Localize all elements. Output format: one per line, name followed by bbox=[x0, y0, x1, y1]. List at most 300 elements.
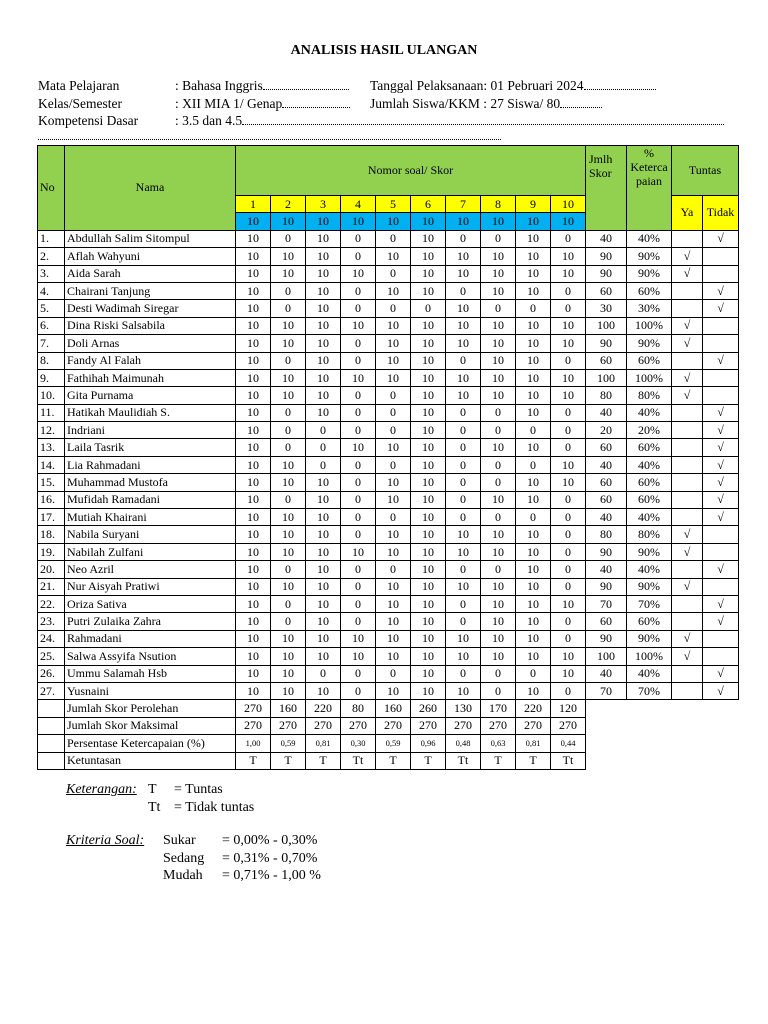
student-no: 26. bbox=[38, 665, 65, 682]
score-cell: 10 bbox=[306, 526, 341, 543]
score-cell: 10 bbox=[341, 439, 376, 456]
score-cell: 10 bbox=[481, 613, 516, 630]
summary-value: 260 bbox=[411, 700, 446, 717]
percent-score: 90% bbox=[627, 248, 672, 265]
score-cell: 10 bbox=[271, 335, 306, 352]
soal-max-score: 10 bbox=[271, 213, 306, 230]
score-cell: 10 bbox=[376, 595, 411, 612]
score-cell: 10 bbox=[236, 248, 271, 265]
score-cell: 0 bbox=[481, 682, 516, 699]
student-no: 3. bbox=[38, 265, 65, 282]
total-score: 40 bbox=[586, 561, 627, 578]
student-row bbox=[38, 456, 739, 473]
score-cell: 10 bbox=[236, 439, 271, 456]
total-score: 90 bbox=[586, 578, 627, 595]
score-cell: 10 bbox=[306, 248, 341, 265]
total-score: 90 bbox=[586, 543, 627, 560]
score-cell: 0 bbox=[481, 300, 516, 317]
score-cell: 0 bbox=[341, 595, 376, 612]
score-cell: 10 bbox=[516, 387, 551, 404]
student-name: Mutiah Khairani bbox=[65, 509, 236, 526]
score-cell: 10 bbox=[481, 439, 516, 456]
score-cell: 0 bbox=[446, 404, 481, 421]
score-cell: 10 bbox=[376, 543, 411, 560]
student-name: Oriza Sativa bbox=[65, 595, 236, 612]
score-cell: 10 bbox=[516, 265, 551, 282]
tuntas-tidak-check bbox=[703, 369, 739, 386]
score-cell: 0 bbox=[446, 352, 481, 369]
legend-tt-desc: = Tidak tuntas bbox=[174, 799, 255, 815]
summary-blank bbox=[38, 700, 65, 717]
tuntas-ya-check: √ bbox=[672, 317, 703, 334]
score-cell: 10 bbox=[236, 335, 271, 352]
summary-label: Jumlah Skor Maksimal bbox=[65, 717, 236, 734]
percent-score: 20% bbox=[627, 422, 672, 439]
score-cell: 10 bbox=[236, 300, 271, 317]
score-cell: 10 bbox=[236, 265, 271, 282]
total-score: 40 bbox=[586, 456, 627, 473]
tuntas-ya-check bbox=[672, 439, 703, 456]
kd-value: : 3.5 dan 4.5 bbox=[175, 112, 724, 130]
tuntas-ya-check bbox=[672, 404, 703, 421]
score-cell: 0 bbox=[306, 456, 341, 473]
score-cell: 10 bbox=[341, 369, 376, 386]
score-cell: 0 bbox=[341, 456, 376, 473]
jumlah-value: Jumlah Siswa/KKM : 27 Siswa/ 80 bbox=[370, 95, 602, 113]
summary-value: 0,48 bbox=[446, 735, 481, 752]
student-row bbox=[38, 387, 739, 404]
score-cell: 10 bbox=[446, 648, 481, 665]
score-cell: 10 bbox=[271, 317, 306, 334]
tuntas-ya-check bbox=[672, 474, 703, 491]
score-cell: 10 bbox=[411, 230, 446, 247]
tuntas-tidak-check bbox=[703, 335, 739, 352]
score-cell: 0 bbox=[376, 265, 411, 282]
kriteria-name: Sedang bbox=[163, 850, 205, 866]
kriteria-label: Kriteria Soal: bbox=[66, 833, 145, 848]
tuntas-tidak-check bbox=[703, 526, 739, 543]
score-cell: 0 bbox=[481, 404, 516, 421]
score-cell: 10 bbox=[271, 682, 306, 699]
summary-value: Tt bbox=[446, 752, 481, 769]
score-cell: 10 bbox=[376, 491, 411, 508]
tuntas-tidak-check: √ bbox=[703, 561, 739, 578]
score-cell: 10 bbox=[516, 682, 551, 699]
student-name: Neo Azril bbox=[65, 561, 236, 578]
score-cell: 0 bbox=[341, 352, 376, 369]
score-cell: 0 bbox=[446, 474, 481, 491]
tuntas-tidak-check: √ bbox=[703, 474, 739, 491]
total-score: 40 bbox=[586, 665, 627, 682]
score-cell: 10 bbox=[516, 613, 551, 630]
soal-max-score: 10 bbox=[306, 213, 341, 230]
student-no: 19. bbox=[38, 543, 65, 560]
summary-label: Jumlah Skor Perolehan bbox=[65, 700, 236, 717]
student-no: 2. bbox=[38, 248, 65, 265]
score-cell: 10 bbox=[376, 369, 411, 386]
soal-max-score: 10 bbox=[516, 213, 551, 230]
score-cell: 10 bbox=[271, 387, 306, 404]
soal-number: 4 bbox=[341, 196, 376, 213]
score-cell: 10 bbox=[411, 317, 446, 334]
score-cell: 10 bbox=[271, 526, 306, 543]
score-cell: 10 bbox=[516, 561, 551, 578]
score-cell: 0 bbox=[341, 230, 376, 247]
percent-score: 90% bbox=[627, 543, 672, 560]
score-cell: 0 bbox=[341, 248, 376, 265]
tuntas-ya-check bbox=[672, 422, 703, 439]
score-cell: 10 bbox=[516, 439, 551, 456]
score-cell: 10 bbox=[271, 578, 306, 595]
student-name: Aflah Wahyuni bbox=[65, 248, 236, 265]
student-row bbox=[38, 248, 739, 265]
student-no: 15. bbox=[38, 474, 65, 491]
score-cell: 10 bbox=[551, 369, 586, 386]
score-cell: 10 bbox=[516, 282, 551, 299]
student-no: 23. bbox=[38, 613, 65, 630]
score-cell: 10 bbox=[271, 248, 306, 265]
student-row bbox=[38, 335, 739, 352]
soal-number: 10 bbox=[551, 196, 586, 213]
percent-score: 100% bbox=[627, 317, 672, 334]
score-cell: 10 bbox=[411, 369, 446, 386]
score-cell: 10 bbox=[236, 230, 271, 247]
percent-score: 80% bbox=[627, 387, 672, 404]
score-cell: 10 bbox=[411, 491, 446, 508]
summary-empty bbox=[586, 700, 739, 717]
score-cell: 10 bbox=[516, 248, 551, 265]
score-cell: 0 bbox=[271, 491, 306, 508]
soal-max-score: 10 bbox=[481, 213, 516, 230]
tuntas-tidak-check bbox=[703, 630, 739, 647]
score-cell: 10 bbox=[551, 317, 586, 334]
student-no: 13. bbox=[38, 439, 65, 456]
score-cell: 10 bbox=[446, 369, 481, 386]
score-cell: 0 bbox=[271, 404, 306, 421]
score-cell: 10 bbox=[481, 282, 516, 299]
student-row bbox=[38, 422, 739, 439]
score-cell: 10 bbox=[446, 578, 481, 595]
score-cell: 10 bbox=[481, 317, 516, 334]
student-name: Chairani Tanjung bbox=[65, 282, 236, 299]
score-cell: 10 bbox=[481, 648, 516, 665]
kriteria-name: Sukar bbox=[163, 833, 196, 848]
score-cell: 10 bbox=[271, 474, 306, 491]
summary-label: Persentase Ketercapaian (%) bbox=[65, 735, 236, 752]
score-cell: 10 bbox=[236, 630, 271, 647]
score-cell: 10 bbox=[236, 369, 271, 386]
score-cell: 10 bbox=[516, 491, 551, 508]
tuntas-ya-check bbox=[672, 682, 703, 699]
score-cell: 10 bbox=[481, 543, 516, 560]
score-cell: 10 bbox=[411, 509, 446, 526]
score-cell: 10 bbox=[481, 526, 516, 543]
score-cell: 10 bbox=[446, 335, 481, 352]
tuntas-tidak-check: √ bbox=[703, 491, 739, 508]
student-name: Mufidah Ramadani bbox=[65, 491, 236, 508]
student-name: Rahmadani bbox=[65, 630, 236, 647]
tuntas-tidak-check bbox=[703, 387, 739, 404]
summary-value: 270 bbox=[551, 717, 586, 734]
score-cell: 0 bbox=[341, 491, 376, 508]
score-cell: 10 bbox=[411, 595, 446, 612]
score-cell: 0 bbox=[341, 300, 376, 317]
score-cell: 10 bbox=[306, 561, 341, 578]
score-cell: 0 bbox=[341, 526, 376, 543]
score-cell: 0 bbox=[341, 335, 376, 352]
score-cell: 10 bbox=[306, 369, 341, 386]
score-cell: 0 bbox=[341, 578, 376, 595]
summary-value: 270 bbox=[481, 717, 516, 734]
score-cell: 10 bbox=[481, 248, 516, 265]
score-cell: 0 bbox=[446, 456, 481, 473]
score-cell: 10 bbox=[236, 474, 271, 491]
total-score: 60 bbox=[586, 474, 627, 491]
score-cell: 10 bbox=[306, 404, 341, 421]
total-score: 60 bbox=[586, 352, 627, 369]
score-cell: 10 bbox=[446, 248, 481, 265]
percent-score: 100% bbox=[627, 648, 672, 665]
score-cell: 10 bbox=[306, 630, 341, 647]
student-name: Laila Tasrik bbox=[65, 439, 236, 456]
score-cell: 10 bbox=[306, 613, 341, 630]
score-cell: 10 bbox=[411, 474, 446, 491]
total-score: 90 bbox=[586, 265, 627, 282]
score-cell: 10 bbox=[411, 456, 446, 473]
score-cell: 10 bbox=[236, 317, 271, 334]
percent-score: 40% bbox=[627, 230, 672, 247]
student-name: Putri Zulaika Zahra bbox=[65, 613, 236, 630]
score-cell: 10 bbox=[376, 682, 411, 699]
score-cell: 10 bbox=[306, 491, 341, 508]
score-cell: 0 bbox=[341, 665, 376, 682]
summary-value: T bbox=[271, 752, 306, 769]
score-cell: 10 bbox=[446, 265, 481, 282]
score-cell: 10 bbox=[271, 648, 306, 665]
score-cell: 0 bbox=[481, 422, 516, 439]
score-cell: 0 bbox=[271, 561, 306, 578]
score-cell: 10 bbox=[411, 648, 446, 665]
mapel-label: Mata Pelajaran bbox=[38, 78, 120, 93]
score-cell: 0 bbox=[551, 439, 586, 456]
header-tuntas: Tuntas bbox=[672, 146, 739, 196]
score-cell: 0 bbox=[376, 456, 411, 473]
kriteria-name: Mudah bbox=[163, 868, 203, 883]
student-row bbox=[38, 282, 739, 299]
score-cell: 10 bbox=[376, 630, 411, 647]
score-cell: 10 bbox=[481, 595, 516, 612]
score-cell: 10 bbox=[446, 543, 481, 560]
score-cell: 0 bbox=[481, 509, 516, 526]
summary-value: 0,96 bbox=[411, 735, 446, 752]
score-cell: 10 bbox=[271, 665, 306, 682]
score-cell: 10 bbox=[551, 474, 586, 491]
score-cell: 10 bbox=[411, 578, 446, 595]
total-score: 100 bbox=[586, 369, 627, 386]
summary-value: 120 bbox=[551, 700, 586, 717]
summary-row bbox=[38, 752, 739, 769]
score-cell: 10 bbox=[376, 317, 411, 334]
kelas-value: : XII MIA 1/ Genap bbox=[175, 95, 350, 113]
tuntas-ya-check bbox=[672, 300, 703, 317]
score-cell: 10 bbox=[236, 509, 271, 526]
student-row bbox=[38, 526, 739, 543]
tuntas-tidak-check: √ bbox=[703, 282, 739, 299]
score-cell: 10 bbox=[376, 282, 411, 299]
legend-t-code: T bbox=[148, 782, 157, 797]
score-cell: 0 bbox=[341, 387, 376, 404]
summary-blank bbox=[38, 735, 65, 752]
score-cell: 0 bbox=[306, 665, 341, 682]
score-cell: 0 bbox=[341, 509, 376, 526]
score-cell: 0 bbox=[446, 282, 481, 299]
score-cell: 10 bbox=[376, 578, 411, 595]
score-cell: 0 bbox=[376, 561, 411, 578]
score-cell: 0 bbox=[376, 300, 411, 317]
score-cell: 0 bbox=[306, 439, 341, 456]
student-no: 14. bbox=[38, 456, 65, 473]
student-row bbox=[38, 682, 739, 699]
score-cell: 0 bbox=[341, 613, 376, 630]
percent-score: 70% bbox=[627, 682, 672, 699]
score-cell: 10 bbox=[236, 595, 271, 612]
score-cell: 0 bbox=[271, 352, 306, 369]
tuntas-ya-check: √ bbox=[672, 648, 703, 665]
soal-max-score: 10 bbox=[411, 213, 446, 230]
summary-value: 160 bbox=[271, 700, 306, 717]
soal-max-score: 10 bbox=[446, 213, 481, 230]
score-cell: 10 bbox=[446, 630, 481, 647]
percent-score: 90% bbox=[627, 335, 672, 352]
score-cell: 0 bbox=[341, 474, 376, 491]
tuntas-tidak-check bbox=[703, 543, 739, 560]
total-score: 30 bbox=[586, 300, 627, 317]
score-cell: 0 bbox=[306, 422, 341, 439]
total-score: 40 bbox=[586, 230, 627, 247]
score-cell: 10 bbox=[306, 352, 341, 369]
score-cell: 0 bbox=[446, 561, 481, 578]
score-cell: 10 bbox=[271, 543, 306, 560]
tuntas-tidak-check bbox=[703, 265, 739, 282]
score-cell: 10 bbox=[376, 352, 411, 369]
header-no: No bbox=[38, 146, 65, 231]
summary-value: 170 bbox=[481, 700, 516, 717]
tuntas-ya-check bbox=[672, 595, 703, 612]
document-title: ANALISIS HASIL ULANGAN bbox=[290, 43, 478, 58]
header-tidak: Tidak bbox=[703, 196, 739, 231]
score-cell: 10 bbox=[411, 422, 446, 439]
percent-score: 40% bbox=[627, 456, 672, 473]
summary-value: 0,81 bbox=[516, 735, 551, 752]
student-no: 22. bbox=[38, 595, 65, 612]
score-cell: 10 bbox=[481, 387, 516, 404]
score-cell: 0 bbox=[271, 230, 306, 247]
tuntas-ya-check bbox=[672, 230, 703, 247]
score-cell: 10 bbox=[306, 648, 341, 665]
total-score: 90 bbox=[586, 248, 627, 265]
student-name: Indriani bbox=[65, 422, 236, 439]
score-cell: 0 bbox=[516, 665, 551, 682]
score-cell: 0 bbox=[481, 456, 516, 473]
summary-row bbox=[38, 717, 739, 734]
score-cell: 10 bbox=[516, 595, 551, 612]
header-jmlh-skor: Jmlh Skor bbox=[586, 146, 627, 231]
score-cell: 0 bbox=[551, 230, 586, 247]
tuntas-tidak-check bbox=[703, 317, 739, 334]
score-cell: 10 bbox=[341, 543, 376, 560]
summary-value: T bbox=[306, 752, 341, 769]
summary-label: Ketuntasan bbox=[65, 752, 236, 769]
student-row bbox=[38, 265, 739, 282]
tuntas-ya-check bbox=[672, 561, 703, 578]
score-cell: 0 bbox=[481, 561, 516, 578]
score-cell: 10 bbox=[446, 387, 481, 404]
tuntas-tidak-check: √ bbox=[703, 613, 739, 630]
summary-value: 0,44 bbox=[551, 735, 586, 752]
score-cell: 10 bbox=[306, 387, 341, 404]
total-score: 90 bbox=[586, 630, 627, 647]
soal-number: 8 bbox=[481, 196, 516, 213]
student-row bbox=[38, 509, 739, 526]
summary-row bbox=[38, 735, 739, 752]
student-no: 6. bbox=[38, 317, 65, 334]
score-cell: 10 bbox=[481, 369, 516, 386]
score-cell: 0 bbox=[551, 509, 586, 526]
score-cell: 10 bbox=[411, 630, 446, 647]
score-cell: 10 bbox=[551, 456, 586, 473]
tuntas-ya-check bbox=[672, 509, 703, 526]
score-cell: 10 bbox=[411, 282, 446, 299]
tuntas-ya-check bbox=[672, 665, 703, 682]
score-cell: 0 bbox=[551, 682, 586, 699]
tuntas-tidak-check bbox=[703, 578, 739, 595]
tuntas-tidak-check: √ bbox=[703, 682, 739, 699]
score-cell: 10 bbox=[341, 630, 376, 647]
tuntas-tidak-check: √ bbox=[703, 352, 739, 369]
student-name: Fandy Al Falah bbox=[65, 352, 236, 369]
student-no: 4. bbox=[38, 282, 65, 299]
score-cell: 0 bbox=[446, 491, 481, 508]
score-cell: 10 bbox=[236, 648, 271, 665]
student-row bbox=[38, 595, 739, 612]
score-cell: 10 bbox=[376, 474, 411, 491]
score-cell: 0 bbox=[551, 613, 586, 630]
student-name: Hatikah Maulidiah S. bbox=[65, 404, 236, 421]
analysis-table bbox=[37, 145, 739, 770]
tuntas-tidak-check: √ bbox=[703, 230, 739, 247]
score-cell: 0 bbox=[446, 439, 481, 456]
header-nama: Nama bbox=[65, 146, 236, 231]
score-cell: 10 bbox=[376, 613, 411, 630]
score-cell: 10 bbox=[446, 682, 481, 699]
summary-blank bbox=[38, 717, 65, 734]
score-cell: 10 bbox=[411, 265, 446, 282]
score-cell: 10 bbox=[481, 335, 516, 352]
percent-score: 90% bbox=[627, 265, 672, 282]
soal-max-score: 10 bbox=[236, 213, 271, 230]
score-cell: 0 bbox=[271, 422, 306, 439]
summary-value: 220 bbox=[516, 700, 551, 717]
score-cell: 10 bbox=[516, 474, 551, 491]
total-score: 100 bbox=[586, 648, 627, 665]
score-cell: 10 bbox=[341, 648, 376, 665]
score-cell: 0 bbox=[341, 404, 376, 421]
score-cell: 10 bbox=[551, 665, 586, 682]
score-cell: 10 bbox=[271, 369, 306, 386]
score-cell: 10 bbox=[516, 578, 551, 595]
score-cell: 10 bbox=[306, 317, 341, 334]
percent-score: 60% bbox=[627, 282, 672, 299]
